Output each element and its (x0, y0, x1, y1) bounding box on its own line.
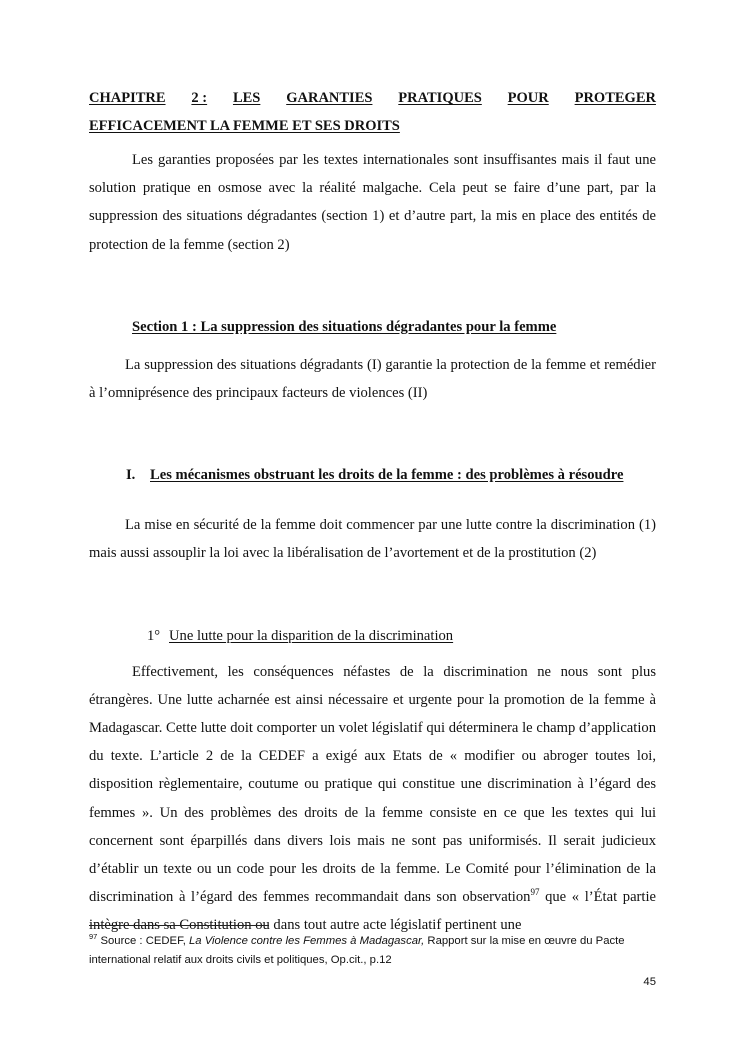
part-1-paragraph: La mise en sécurité de la femme doit commencer par une lutte contre la discrimination (1) mais aussi assouplir la loi avec la libéralisation de l’avortement et de la prostitution (2) (89, 517, 656, 562)
chapter-word: GARANTIES (286, 90, 373, 106)
chapter-word: 2 : (191, 90, 208, 106)
part-1-title: Les mécanismes obstruant les droits de la femme : des problèmes à résoudre (150, 467, 624, 484)
subsection-1-title: Une lutte pour la disparition de la discrimination (169, 627, 454, 644)
page-number: 45 (643, 976, 656, 988)
chapter-title (89, 84, 656, 140)
part-1-number: I. (126, 467, 136, 484)
intro-paragraph: Les garanties proposées par les textes internationales sont insuffisantes mais il faut une solution pratique en osmose avec la réalité malgache. Cela peut se faire d’une part, par la suppression des situations dégradantes (section 1) et d’autre part, la mis en place des entités de protection de la femme (section 2) (89, 152, 656, 253)
chapter-title-line2: EFFICACEMENT LA FEMME ET SES DROITS (89, 118, 400, 134)
chapter-word: POUR (507, 90, 549, 106)
footnote-reference: 97 (530, 887, 540, 898)
chapter-word: LES (232, 90, 261, 106)
chapter-word: PROTEGER (574, 90, 656, 106)
footnote-source-title: La Violence contre les Femmes à Madagascar, (189, 935, 425, 947)
chapter-title-line1 (89, 84, 656, 112)
subsection-1-paragraph: Effectivement, les conséquences néfastes de la discrimination ne nous sont plus étrangères. Une lutte acharnée est ainsi nécessaire et urgente pour la promotion de la femme à Madagascar. Cette lutte doit comporter un volet législatif qui déterminera le champ d’application du texte. L’article 2 de la CEDEF a exigé aux Etats de « modifier ou abroger toutes loi, disposition règlementaire, coutume ou pratique qui constitue une discrimination à l’égard des femmes ». Un des problèmes des droits de la femme consiste en ce que les textes qui lui concernent sont éparpillés dans divers lois mais ne sont pas uniformisés. Il serait judicieux d’établir un texte ou un code pour les droits de la femme. Le Comité pour l’élimination de la discrimination à l’égard des femmes recommandait dans son observation$^{97}$ que « l’État partie intègre dans sa Constitution ou dans tout autre acte législatif pertinent une (89, 663, 656, 934)
subsection-1-heading (89, 626, 656, 646)
part-1-heading (89, 465, 656, 485)
chapter-word: PRATIQUES (398, 90, 482, 106)
footnote-number: 97 (89, 932, 98, 942)
chapter-word: CHAPITRE (89, 90, 166, 106)
subsection-1-number: 1° (147, 627, 161, 644)
section-1-paragraph: La suppression des situations dégradants (I) garantie la protection de la femme et remédier à l’omniprésence des principaux facteurs de violences (II) (89, 356, 656, 402)
page-body (89, 84, 656, 940)
section-1-heading: Section 1 : La suppression des situations dégradantes pour la femme (132, 318, 557, 335)
footnote: $^{97}$ Source : CEDEF, La Violence contre les Femmes à Madagascar, Rapport sur la mise en œuvre du Pacte international relatif aux droits civils et politiques, Op.cit., p.12 (89, 932, 625, 966)
footnote-separator (89, 925, 269, 926)
